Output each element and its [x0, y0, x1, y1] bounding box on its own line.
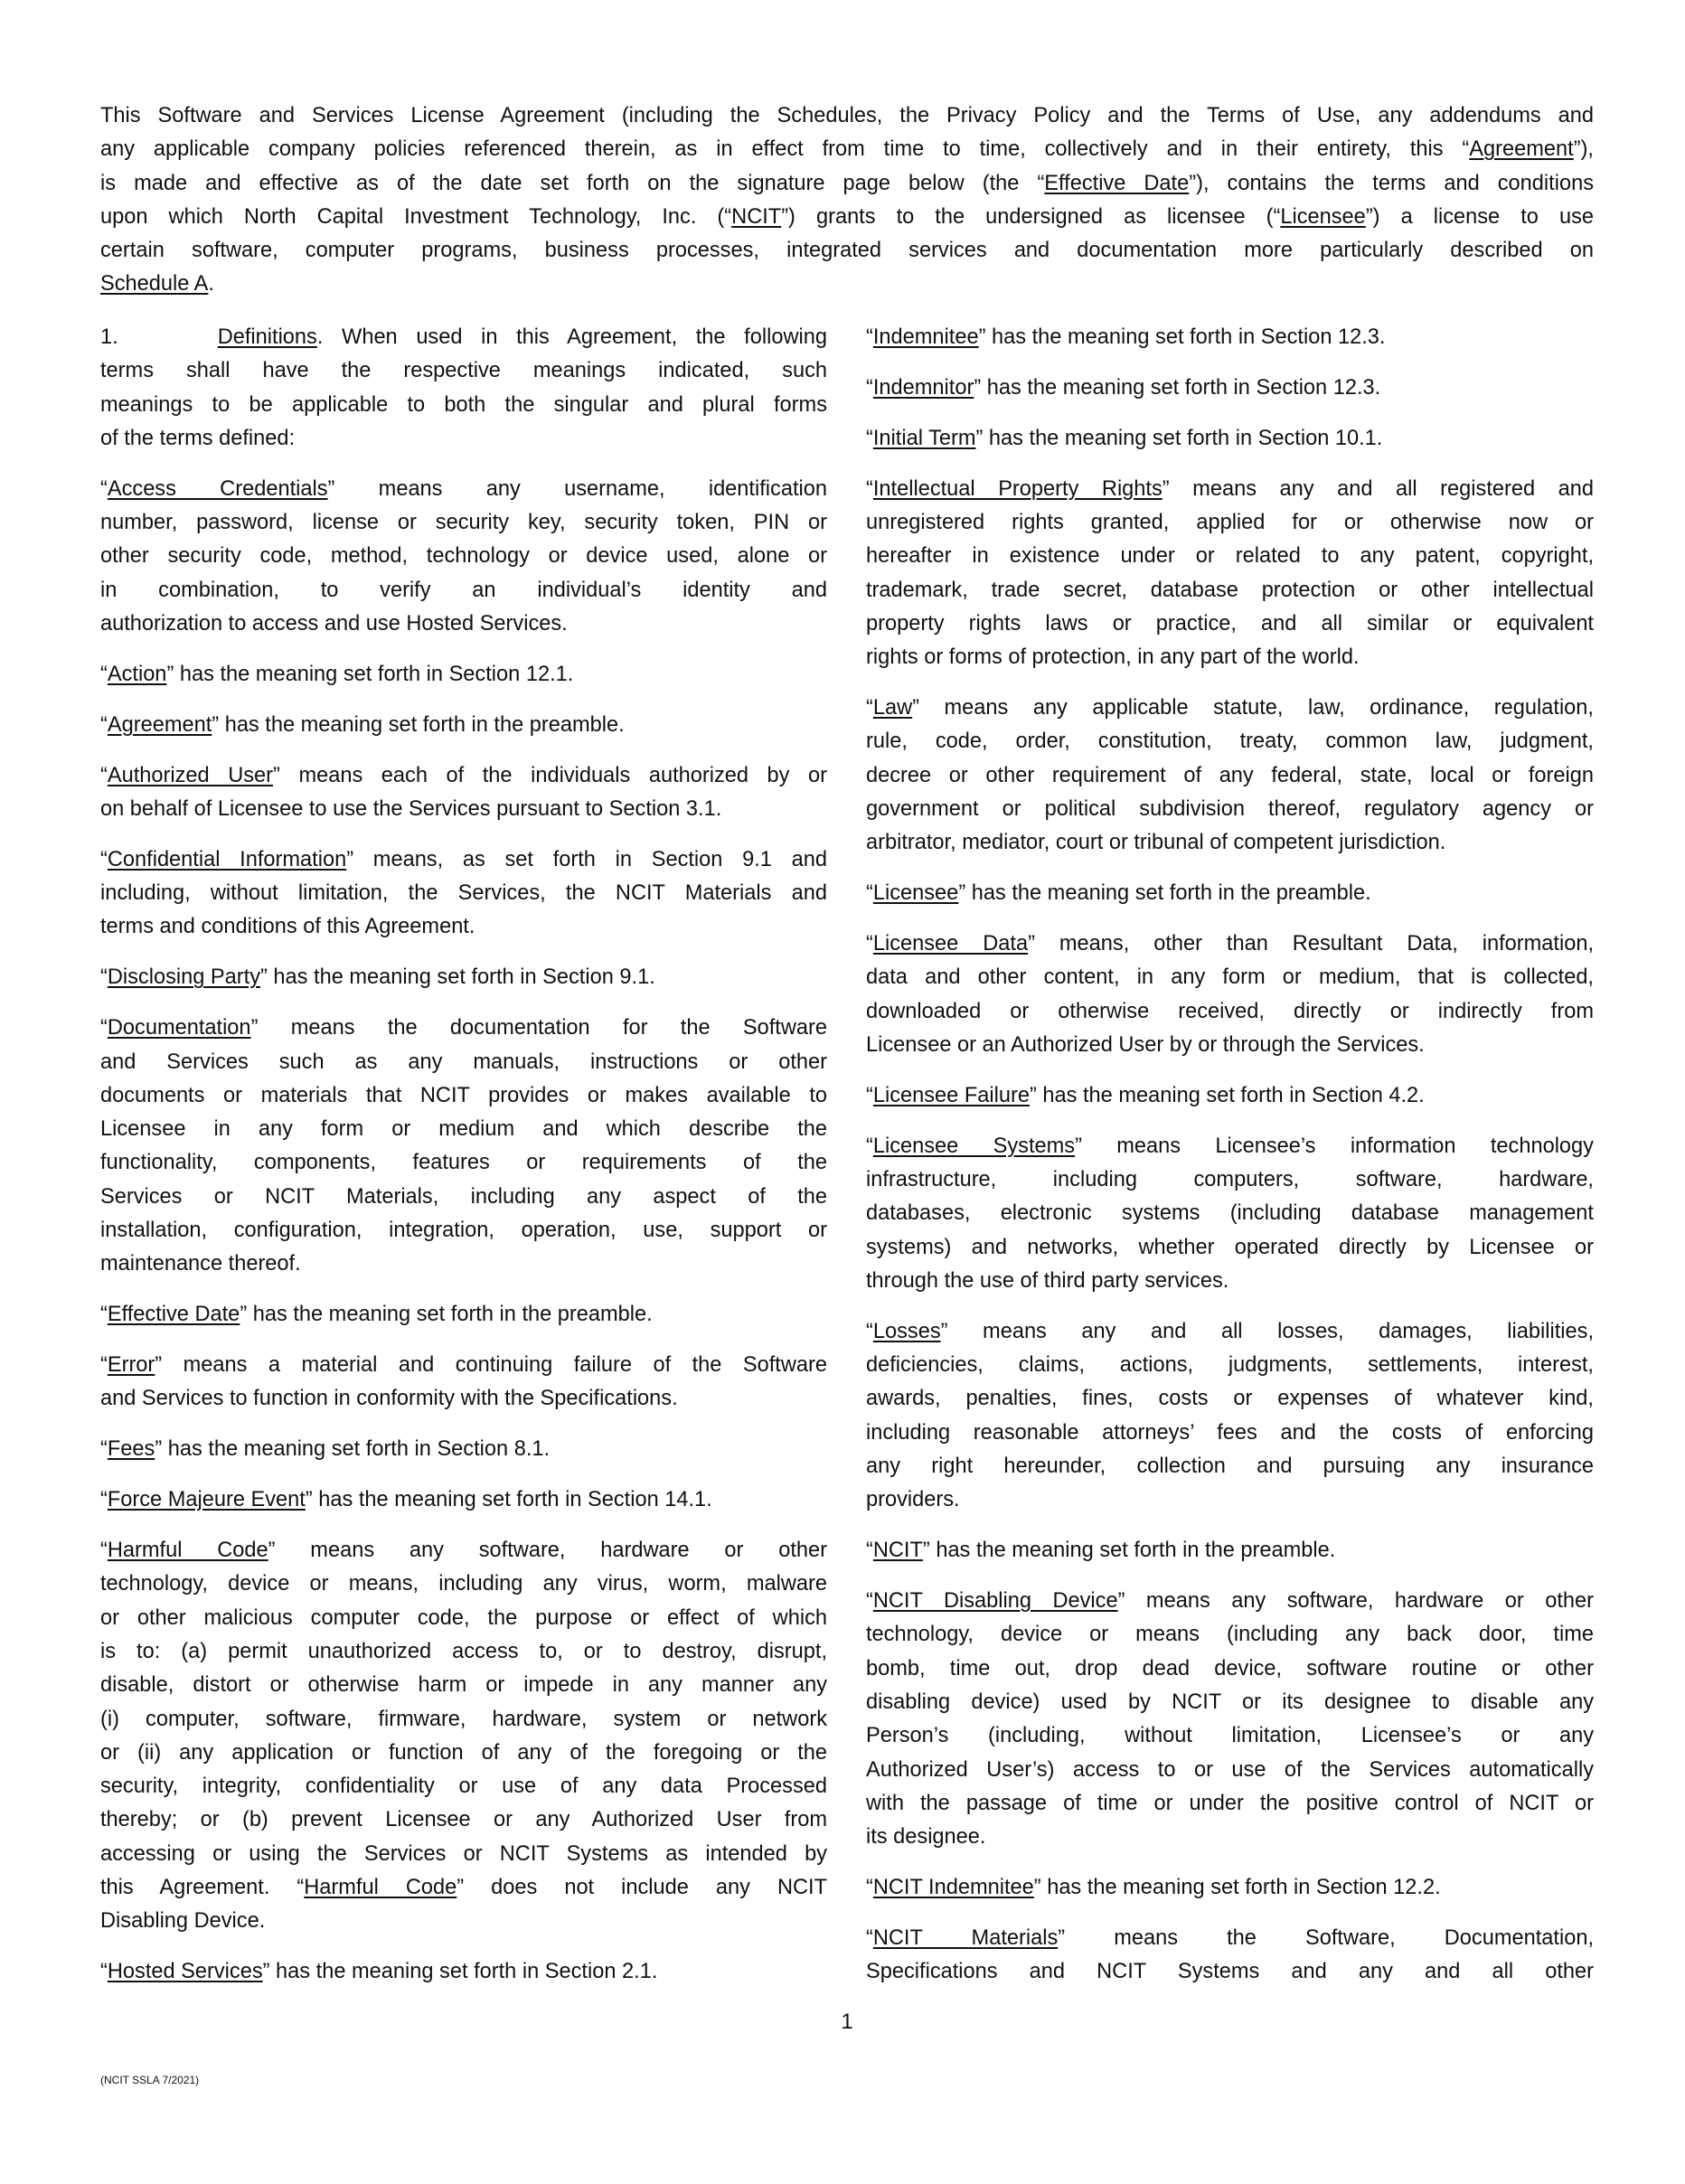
text-line	[100, 133, 1594, 166]
defined-term: Action	[107, 662, 167, 686]
defined-term: Harmful Code	[304, 1876, 457, 1899]
text-line	[866, 1315, 1594, 1349]
text-run: ” has the meaning set forth in the preamble.	[240, 1303, 653, 1327]
text-line	[100, 1803, 827, 1837]
text-run: ” has the meaning set forth in Section 10.1.	[975, 426, 1383, 450]
text-run: “	[100, 965, 108, 990]
def-licensee-data	[866, 927, 1594, 1062]
text-run: on behalf of Licensee to use the Services pursuant to Section 3.1.	[100, 796, 722, 821]
def-fees	[100, 1433, 827, 1466]
text-run: ”),	[1573, 137, 1594, 162]
defined-term: NCIT Indemnitee	[872, 1876, 1034, 1899]
text-line	[100, 422, 827, 456]
text-run: bomb, time out, drop dead device, software routine or other	[866, 1656, 1594, 1680]
def-indemnitee	[866, 321, 1594, 354]
text-run: .	[208, 272, 214, 297]
text-run: “	[100, 847, 108, 871]
text-line	[100, 268, 1594, 301]
defined-term: Losses	[872, 1319, 941, 1343]
text-line	[866, 1029, 1594, 1062]
text-line	[100, 607, 827, 641]
text-run: Licensee or an Authorized User by or through the Services.	[866, 1032, 1425, 1057]
defined-term: NCIT Materials	[872, 1925, 1059, 1950]
text-line	[866, 1265, 1594, 1298]
text-line	[100, 1602, 827, 1635]
text-line	[100, 167, 1594, 201]
text-run: terms shall have the respective meanings indicated, such	[100, 359, 827, 383]
text-line	[100, 574, 827, 607]
text-line	[866, 1585, 1594, 1618]
text-run: “	[866, 881, 873, 906]
def-confidential-information	[100, 843, 827, 945]
text-run: providers.	[866, 1488, 960, 1512]
text-run: accessing or using the Services or NCIT Systems as intended by	[100, 1841, 827, 1866]
text-run: ” does not include any NCIT	[457, 1876, 827, 1899]
text-line	[866, 1349, 1594, 1382]
text-line	[100, 1113, 827, 1146]
def-indemnitor	[866, 372, 1594, 405]
text-run: “	[100, 1488, 108, 1512]
text-line	[866, 422, 1594, 456]
defined-term: Authorized User	[107, 763, 274, 787]
text-line	[866, 725, 1594, 758]
defined-term: Definitions	[217, 325, 317, 349]
text-line	[100, 1635, 827, 1669]
text-run: databases, electronic systems (including database management	[866, 1201, 1594, 1226]
defined-term: Licensee Failure	[872, 1083, 1030, 1107]
text-line	[866, 826, 1594, 860]
text-line	[100, 1079, 827, 1113]
text-run: “	[866, 325, 873, 349]
text-line	[866, 1686, 1594, 1719]
defined-term: Force Majeure Event	[107, 1488, 306, 1512]
text-run: “	[866, 1589, 873, 1614]
text-line	[100, 1567, 827, 1601]
text-line	[100, 1382, 827, 1416]
def-licensee	[866, 877, 1594, 910]
text-run: ”) a license to use	[1365, 204, 1594, 229]
text-line	[866, 927, 1594, 961]
text-run: “	[100, 1960, 108, 1984]
text-line	[866, 1483, 1594, 1517]
text-line	[866, 1450, 1594, 1483]
def-law	[866, 692, 1594, 860]
text-line	[100, 234, 1594, 268]
text-line	[100, 1737, 827, 1770]
text-run: authorization to access and use Hosted Services.	[100, 611, 568, 635]
defined-term: Licensee Data	[872, 932, 1029, 956]
text-run: its designee.	[866, 1825, 986, 1850]
def-losses	[866, 1315, 1594, 1518]
def-ncit-materials	[866, 1922, 1594, 1990]
text-run: number, password, license or security key, security token, PIN or	[100, 511, 827, 535]
text-run: with the passage of time or under the positive control of NCIT or	[866, 1791, 1594, 1815]
text-line	[100, 1181, 827, 1214]
text-line	[866, 1534, 1594, 1567]
text-line	[866, 995, 1594, 1029]
text-line	[866, 793, 1594, 826]
def-disclosing-party	[100, 961, 827, 994]
text-run: “	[100, 1016, 108, 1040]
text-run: upon which North Capital Investment Technology, Inc. (“	[100, 204, 732, 229]
defined-term: Fees	[107, 1437, 155, 1462]
def-action	[100, 658, 827, 692]
text-run: Disabling Device.	[100, 1909, 266, 1934]
text-line	[100, 709, 827, 742]
text-run: and Services to function in conformity with the Specifications.	[100, 1387, 678, 1411]
text-run: ” means each of the individuals authorized by or	[273, 763, 828, 787]
def-ncit-disabling-device	[866, 1585, 1594, 1854]
text-line	[100, 1298, 827, 1332]
text-run: ” has the meaning set forth in the preamble.	[958, 881, 1371, 906]
text-line	[100, 506, 827, 540]
text-run: security, integrity, confidentiality or use of any data Processed	[100, 1774, 827, 1799]
defined-term: Documentation	[107, 1016, 251, 1040]
text-line	[866, 759, 1594, 793]
right-column	[866, 321, 1594, 2006]
text-run: This Software and Services License Agreement (including the Schedules, the Privacy Policy and the Terms of Use, any addendums and	[100, 104, 1594, 127]
text-run: ” means any software, hardware or other	[268, 1539, 827, 1563]
text-line	[100, 843, 827, 877]
text-run: “	[100, 1539, 108, 1563]
text-line	[100, 1770, 827, 1803]
text-line	[866, 1163, 1594, 1197]
text-line	[866, 1871, 1594, 1905]
section-1-definitions	[100, 321, 827, 456]
text-run: through the use of third party services.	[866, 1268, 1229, 1293]
text-run: ” means, other than Resultant Data, information,	[1028, 932, 1595, 956]
text-line	[100, 1534, 827, 1567]
text-line	[100, 1146, 827, 1180]
text-run: deficiencies, claims, actions, judgments, settlements, interest,	[866, 1353, 1594, 1378]
text-line	[866, 1417, 1594, 1450]
def-harmful-code	[100, 1534, 827, 1939]
defined-term: Intellectual Property Rights	[872, 476, 1163, 501]
text-run: and Services such as any manuals, instructions or other	[100, 1050, 827, 1074]
text-line	[866, 607, 1594, 641]
text-line	[100, 1483, 827, 1517]
footer-document-code: (NCIT SSLA 7/2021)	[100, 2074, 200, 2086]
page-number: 1	[841, 2010, 853, 2034]
text-run: “	[100, 1353, 108, 1378]
defined-term: Access Credentials	[107, 476, 328, 501]
text-line	[100, 1871, 827, 1905]
defined-term: Schedule A	[100, 272, 209, 297]
text-line	[100, 540, 827, 573]
text-run: “	[866, 375, 873, 400]
text-run: any applicable company policies referenced therein, as in effect from time to time, collectively and in their entirety, this “	[100, 137, 1470, 162]
def-agreement	[100, 709, 827, 742]
text-line	[866, 1821, 1594, 1854]
text-line	[100, 99, 1594, 133]
defined-term: Licensee Systems	[872, 1134, 1076, 1158]
text-run: “	[866, 1083, 873, 1107]
text-run: “	[866, 1539, 873, 1563]
text-line	[100, 389, 827, 422]
text-run: any right hereunder, collection and pursuing any insurance	[866, 1454, 1594, 1478]
text-run: ” means any software, hardware or other	[1117, 1589, 1594, 1614]
defined-term: NCIT	[731, 204, 782, 229]
text-run: ”), contains the terms and conditions	[1189, 171, 1594, 195]
text-line	[100, 1433, 827, 1466]
text-run: ” means any username, identification	[327, 476, 827, 501]
text-run: “	[866, 932, 873, 956]
text-run: technology, device or means (including any back door, time	[866, 1623, 1594, 1647]
text-run: of the terms defined:	[100, 426, 296, 450]
text-line	[866, 1652, 1594, 1686]
def-force-majeure-event	[100, 1483, 827, 1517]
text-run: “	[866, 426, 873, 450]
defined-term: Error	[107, 1353, 155, 1378]
text-line	[866, 877, 1594, 910]
defined-term: Confidential Information	[107, 847, 347, 871]
text-run: “	[100, 1437, 108, 1462]
text-line	[100, 658, 827, 692]
text-line	[100, 1838, 827, 1871]
defined-term: NCIT Disabling Device	[872, 1589, 1118, 1614]
text-line	[866, 1130, 1594, 1163]
text-line	[100, 1046, 827, 1079]
text-line	[100, 201, 1594, 234]
text-run: ” has the meaning set forth in Section 12.2.	[1033, 1876, 1441, 1899]
text-line	[100, 759, 827, 793]
def-ncit	[866, 1534, 1594, 1567]
text-run: certain software, computer programs, business processes, integrated services and documentation more particularly described on	[100, 239, 1594, 263]
preamble-paragraph	[100, 99, 1594, 302]
text-run: is made and effective as of the date set forth on the signature page below (the “	[100, 171, 1045, 195]
text-run: data and other content, in any form or medium, that is collected,	[866, 965, 1594, 990]
text-run: Services or NCIT Materials, including any aspect of the	[100, 1184, 827, 1209]
text-run: ” has the meaning set forth in Section 2.1.	[262, 1960, 658, 1984]
text-run: property rights laws or practice, and all similar or equivalent	[866, 611, 1594, 635]
text-run: “	[866, 1319, 873, 1343]
text-line	[866, 574, 1594, 607]
text-run: thereby; or (b) prevent Licensee or any Authorized User from	[100, 1808, 827, 1832]
text-run: ” means any and all losses, damages, liabilities,	[940, 1319, 1594, 1343]
text-line	[866, 1955, 1594, 1989]
text-run: (i) computer, software, firmware, hardware, system or network	[100, 1707, 827, 1731]
text-run: arbitrator, mediator, court or tribunal of competent jurisdiction.	[866, 831, 1446, 855]
def-intellectual-property-rights	[866, 473, 1594, 675]
defined-term: Indemnitee	[872, 325, 979, 349]
defined-term: Agreement	[107, 712, 212, 737]
text-run: “	[866, 1925, 873, 1950]
text-run: ” has the meaning set forth in Section 4.2.	[1029, 1083, 1425, 1107]
defined-term: Effective Date	[107, 1303, 240, 1327]
defined-term: Initial Term	[872, 426, 976, 450]
text-line	[866, 641, 1594, 674]
text-line	[100, 1247, 827, 1281]
text-run: Authorized User’s) access to or use of the Services automatically	[866, 1757, 1594, 1782]
text-run: rights or forms of protection, in any part of the world.	[866, 645, 1360, 670]
defined-term: Licensee	[1280, 204, 1366, 229]
text-run: . When used in this Agreement, the following	[316, 325, 827, 349]
text-run: government or political subdivision thereof, regulatory agency or	[866, 796, 1594, 821]
text-line	[100, 1349, 827, 1382]
text-run: maintenance thereof.	[100, 1252, 301, 1276]
defined-term: Hosted Services	[107, 1960, 263, 1984]
text-run: Licensee in any form or medium and which describe the	[100, 1117, 827, 1142]
text-line	[100, 321, 827, 354]
text-line	[100, 354, 827, 388]
defined-term: Agreement	[1469, 137, 1574, 162]
text-run: “	[866, 1134, 873, 1158]
text-run: other security code, method, technology or device used, alone or	[100, 544, 827, 569]
text-run: documents or materials that NCIT provides or makes available to	[100, 1083, 827, 1107]
text-run: or other malicious computer code, the purpose or effect of which	[100, 1605, 827, 1630]
text-run: is to: (a) permit unauthorized access to, or to destroy, disrupt,	[100, 1639, 827, 1663]
text-line	[100, 793, 827, 826]
text-line	[100, 1669, 827, 1702]
defined-term: Indemnitor	[872, 375, 974, 400]
text-run: decree or other requirement of any federal, state, local or foreign	[866, 763, 1594, 787]
text-run: “	[866, 476, 873, 501]
text-line	[866, 1197, 1594, 1230]
text-run: awards, penalties, fines, costs or expenses of whatever kind,	[866, 1387, 1594, 1411]
text-line	[866, 1618, 1594, 1652]
text-run: this Agreement. “	[100, 1876, 305, 1899]
text-run: unregistered rights granted, applied for or otherwise now or	[866, 510, 1594, 534]
text-run: Person’s (including, without limitation, Licensee’s or any	[866, 1724, 1594, 1748]
def-licensee-failure	[866, 1079, 1594, 1113]
text-run: ”) grants to the undersigned as licensee (“	[781, 204, 1281, 229]
text-run: “	[100, 712, 108, 737]
text-run: “	[100, 763, 108, 787]
def-effective-date	[100, 1298, 827, 1332]
text-line	[100, 1703, 827, 1737]
text-line	[866, 1787, 1594, 1821]
text-run: ” means a material and continuing failure of the Software	[155, 1353, 827, 1378]
def-licensee-systems	[866, 1130, 1594, 1298]
def-hosted-services	[100, 1955, 827, 1989]
text-run: systems) and networks, whether operated directly by Licensee or	[866, 1235, 1594, 1259]
text-run: ” means any and all registered and	[1162, 476, 1595, 501]
text-run: infrastructure, including computers, software, hardware,	[866, 1167, 1594, 1191]
text-line	[866, 1754, 1594, 1787]
text-run: downloaded or otherwise received, directly or indirectly from	[866, 999, 1594, 1023]
text-line	[866, 1922, 1594, 1955]
text-line	[100, 910, 827, 944]
def-initial-term	[866, 422, 1594, 456]
text-run: ” has the meaning set forth in Section 12.1.	[166, 662, 574, 686]
text-run: rule, code, order, constitution, treaty, common law, judgment,	[866, 730, 1594, 754]
text-line	[866, 1231, 1594, 1265]
text-line	[866, 321, 1594, 354]
text-run: ” has the meaning set forth in Section 9.1.	[260, 965, 655, 990]
left-column	[100, 321, 827, 2006]
text-run: technology, device or means, including any virus, worm, malware	[100, 1572, 827, 1596]
text-run: “	[100, 476, 108, 501]
defined-term: Disclosing Party	[107, 965, 261, 990]
text-line	[100, 1905, 827, 1938]
text-line	[866, 1382, 1594, 1416]
text-run: including, without limitation, the Services, the NCIT Materials and	[100, 881, 827, 906]
defined-term: Harmful Code	[107, 1539, 268, 1563]
text-run: “	[866, 1876, 873, 1899]
text-run: ” has the meaning set forth in Section 12.3.	[978, 325, 1386, 349]
text-run: “	[100, 1303, 108, 1327]
text-line	[100, 473, 827, 506]
text-run: ” has the meaning set forth in Section 14.1.	[305, 1488, 712, 1512]
defined-term: NCIT	[872, 1539, 923, 1563]
text-run: trademark, trade secret, database protection or other intellectual	[866, 578, 1594, 602]
text-line	[100, 877, 827, 910]
text-run: ” means Licensee’s information technology	[1075, 1134, 1594, 1158]
text-run: ” means the documentation for the Software	[250, 1016, 827, 1040]
text-run: ” has the meaning set forth in Section 8.1.	[155, 1437, 551, 1462]
text-run: ” has the meaning set forth in the preamble.	[922, 1539, 1336, 1563]
text-line	[866, 540, 1594, 573]
text-run: meanings to be applicable to both the singular and plural forms	[100, 392, 827, 417]
text-line	[100, 1012, 827, 1045]
text-line	[100, 961, 827, 994]
text-line	[866, 506, 1594, 540]
text-run: ” means, as set forth in Section 9.1 and	[346, 847, 828, 871]
text-line	[866, 1719, 1594, 1753]
text-line	[866, 372, 1594, 405]
text-line	[100, 1214, 827, 1247]
text-run: “	[866, 696, 873, 720]
defined-term: Licensee	[872, 881, 959, 906]
text-run: “	[100, 662, 108, 686]
text-line	[866, 473, 1594, 506]
defined-term: Effective Date	[1044, 171, 1190, 195]
text-line	[866, 961, 1594, 994]
def-ncit-indemnitee	[866, 1871, 1594, 1905]
text-line	[866, 1079, 1594, 1113]
text-run: functionality, components, features or requirements of the	[100, 1151, 827, 1175]
def-error	[100, 1349, 827, 1417]
text-line	[100, 1955, 827, 1989]
text-run: ” means any applicable statute, law, ordinance, regulation,	[912, 696, 1594, 720]
text-run: in combination, to verify an individual’s identity and	[100, 578, 827, 602]
def-access-credentials	[100, 473, 827, 641]
text-run: disabling device) used by NCIT or its designee to disable any	[866, 1690, 1594, 1714]
text-run: ” has the meaning set forth in the preamble.	[212, 712, 625, 737]
text-run: ” means the Software, Documentation,	[1058, 1925, 1594, 1950]
text-line	[866, 692, 1594, 725]
text-run: ” has the meaning set forth in Section 12.3.	[974, 375, 1381, 400]
def-authorized-user	[100, 759, 827, 827]
text-run: or (ii) any application or function of any of the foregoing or the	[100, 1740, 827, 1765]
text-run: 1.	[100, 325, 118, 349]
text-run: disable, distort or otherwise harm or impede in any manner any	[100, 1673, 827, 1698]
text-run: Specifications and NCIT Systems and any and all other	[866, 1960, 1594, 1984]
text-run: installation, configuration, integration, operation, use, support or	[100, 1218, 827, 1242]
text-run: terms and conditions of this Agreement.	[100, 915, 475, 939]
text-run: including reasonable attorneys’ fees and the costs of enforcing	[866, 1420, 1594, 1445]
text-run: hereafter in existence under or related to any patent, copyright,	[866, 544, 1594, 569]
defined-term: Law	[872, 696, 913, 720]
def-documentation	[100, 1012, 827, 1281]
